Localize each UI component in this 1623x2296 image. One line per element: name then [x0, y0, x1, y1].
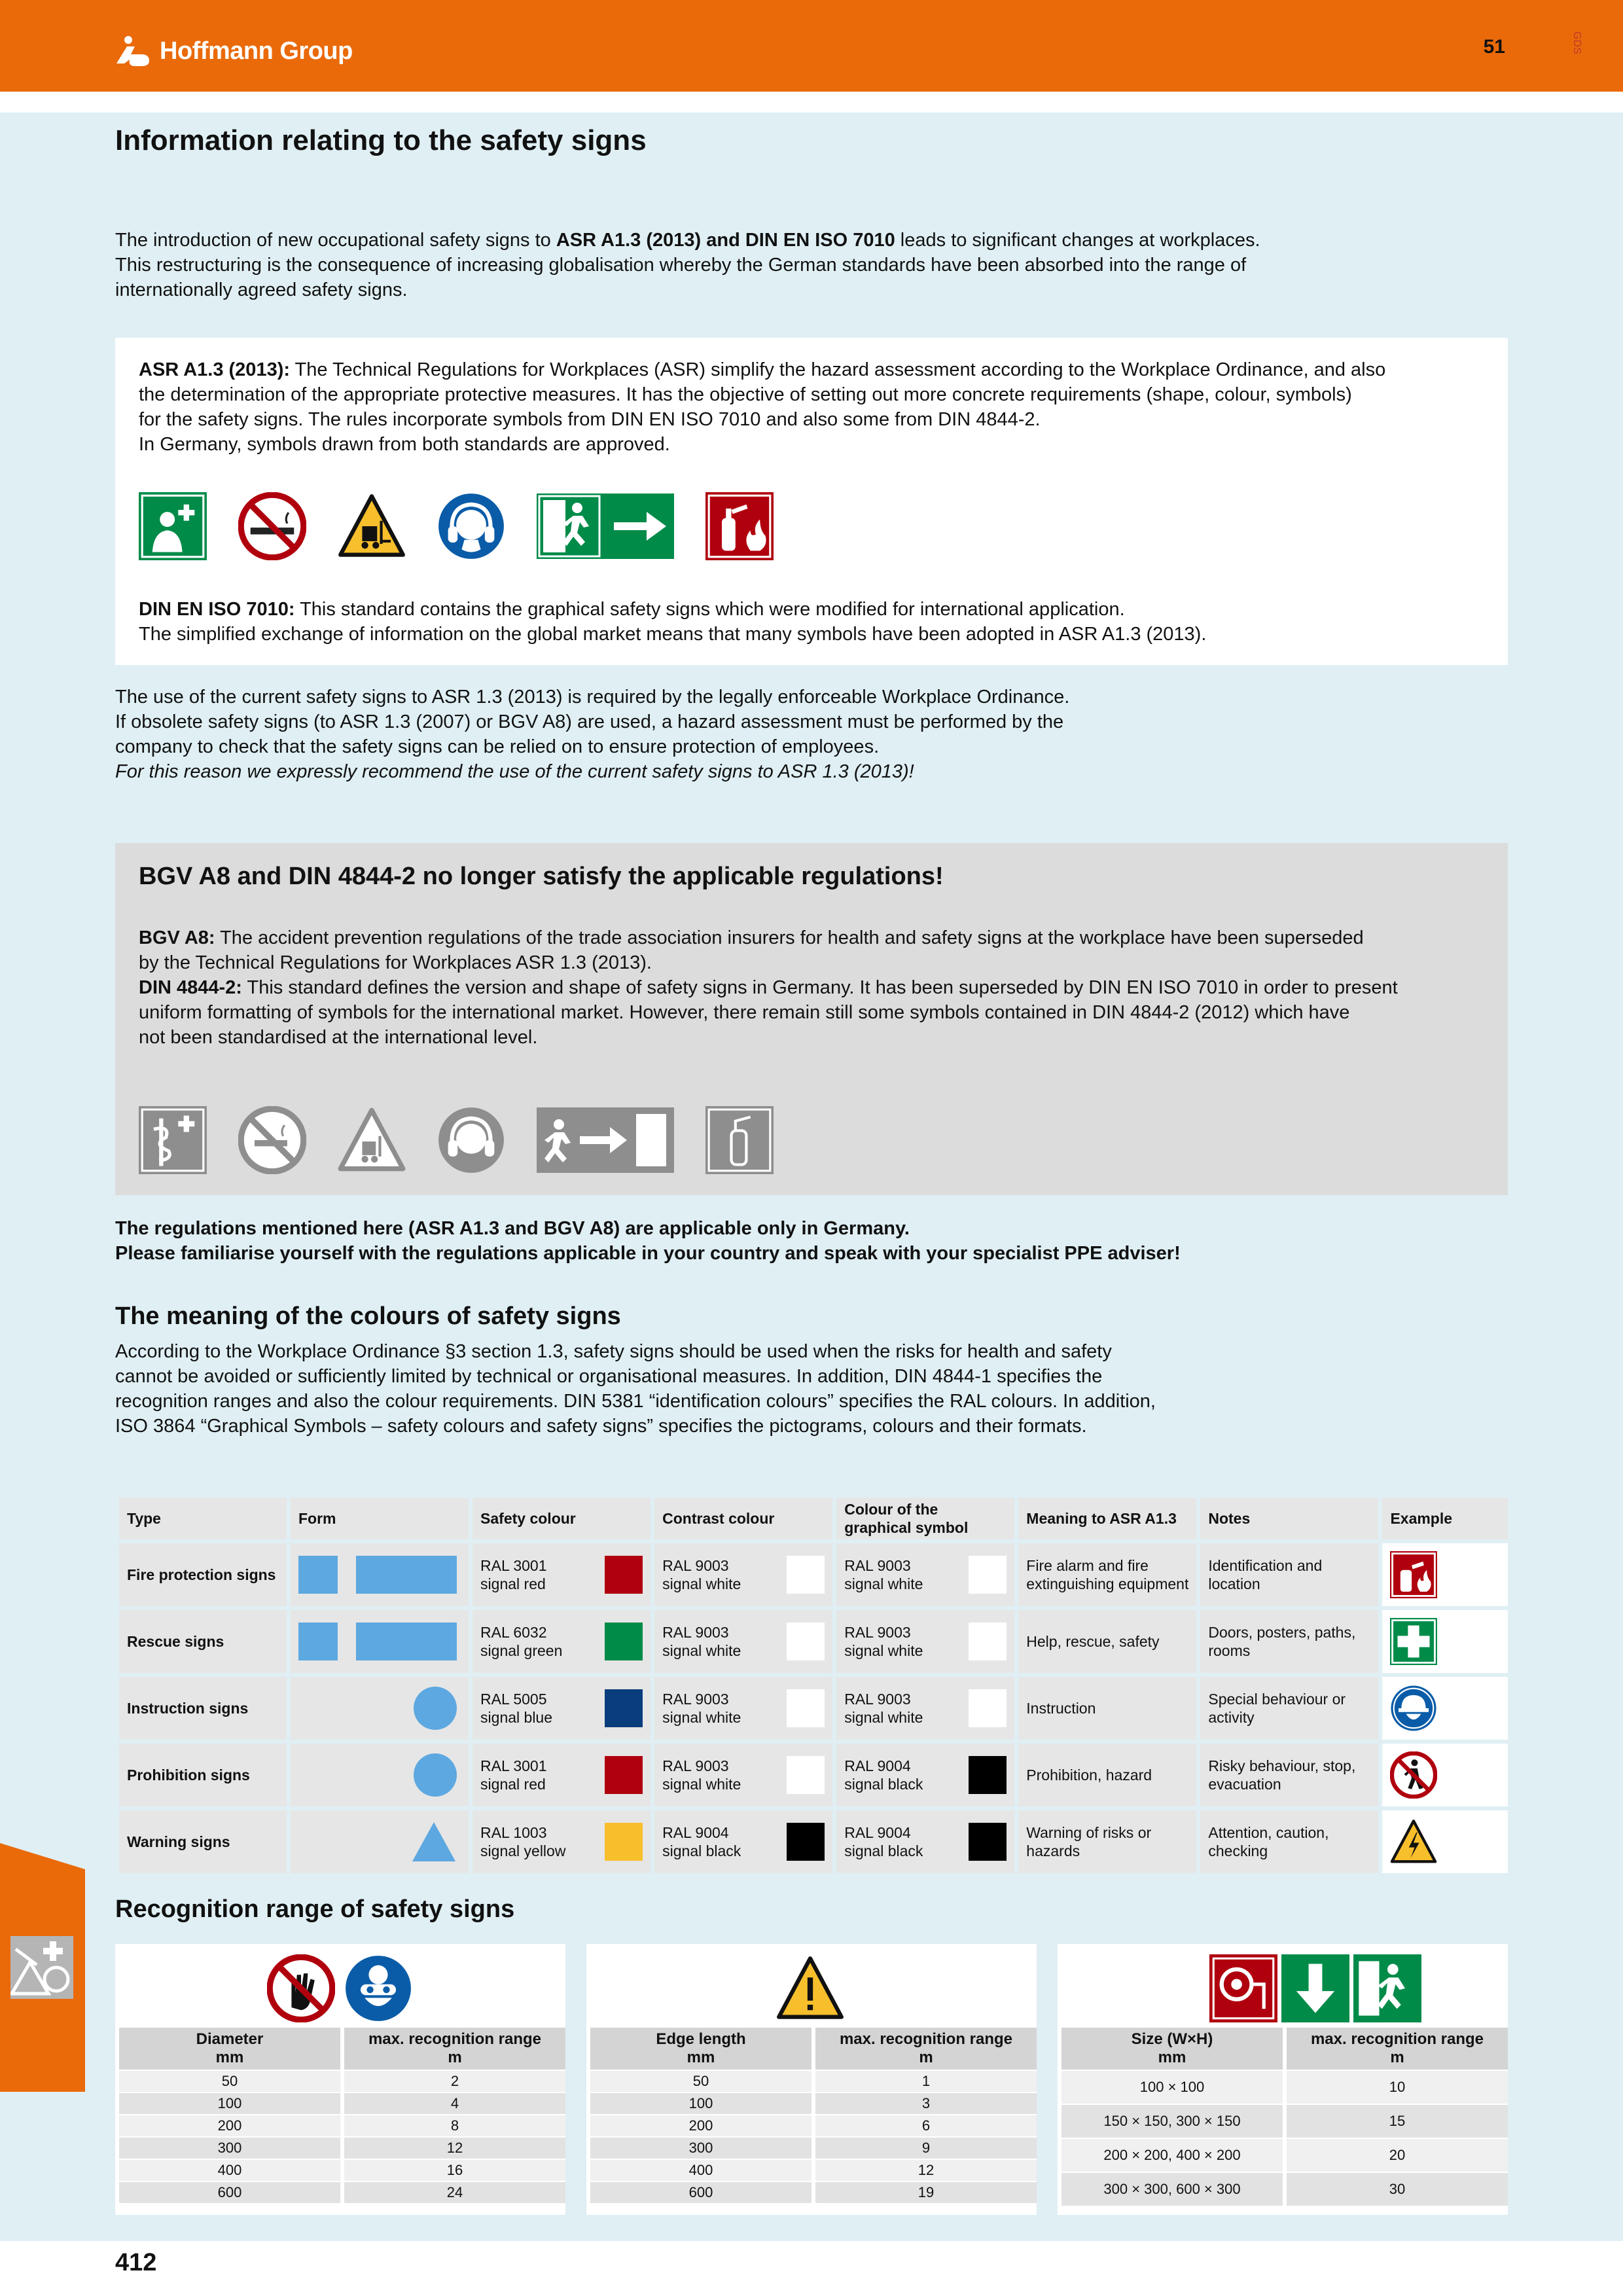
row-symbol-colour — [836, 1810, 1014, 1873]
table-row — [590, 2160, 1037, 2181]
usage-text: company to check that the safety signs can be relied on to ensure protection of employees. — [115, 736, 880, 757]
size-cell: 50 — [590, 2071, 812, 2092]
colour-label — [662, 1623, 741, 1660]
header-text: Size (W×H) — [1131, 2030, 1213, 2048]
din4844-text: This standard defines the version and shape of safety signs in Germany. It has been superseded by DIN EN ISO 7010 in order to present — [241, 977, 1398, 998]
colour-swatch — [969, 1823, 1007, 1861]
row-symbol-colour — [836, 1744, 1014, 1806]
ral-code: RAL 9003 — [844, 1624, 911, 1641]
header-text: max. recognition range — [1310, 2030, 1484, 2048]
intro-standards: ASR A1.3 (2013) and DIN EN ISO 7010 — [556, 230, 895, 251]
range-cell: 9 — [815, 2138, 1037, 2159]
intro-text: The introduction of new occupational safety signs to — [115, 230, 556, 251]
header-unit: m — [448, 2049, 462, 2066]
row-safety-colour — [473, 1543, 651, 1606]
table-row — [119, 2093, 565, 2114]
fire-hose-sign-icon — [1209, 1954, 1277, 2022]
current-signs-row — [139, 492, 774, 560]
colour-label — [480, 1690, 552, 1727]
colour-cell — [844, 1756, 1007, 1794]
colours-paragraph — [115, 1339, 1489, 1439]
circle-col-diameter — [119, 2028, 340, 2070]
range-cell: 1 — [815, 2071, 1037, 2092]
side-code: GDS — [1571, 31, 1582, 54]
circle-sign-icons — [267, 1954, 412, 2022]
din-label: DIN EN ISO 7010: — [139, 599, 295, 620]
intro-paragraph — [115, 228, 1489, 302]
din4844-text: uniform formatting of symbols for the international market. However, there remain still some symbols contained in DIN 4844-2 (2012) which have — [139, 1002, 1350, 1023]
intro-text: This restructuring is the consequence of increasing globalisation whereby the German standards have been absorbed into the range of — [115, 255, 1247, 276]
colour-table — [115, 1494, 1512, 1877]
colour-cell — [844, 1556, 1007, 1594]
header-text: max. recognition range — [839, 2030, 1013, 2048]
ral-code: RAL 9004 — [844, 1824, 911, 1841]
colour-table-row — [119, 1610, 1508, 1673]
ear-protection-sign-icon — [437, 492, 505, 560]
obsolete-ear-protection-sign-icon — [437, 1106, 505, 1174]
row-example — [1382, 1543, 1508, 1606]
hoffmann-logo-icon — [115, 35, 152, 67]
colour-table-row — [119, 1677, 1508, 1740]
form-rectangle — [356, 1556, 457, 1594]
exit-sign-icon — [1353, 1954, 1421, 2022]
row-form — [291, 1677, 469, 1740]
size-cell: 150 × 150, 300 × 150 — [1061, 2105, 1283, 2138]
row-contrast-colour — [654, 1744, 832, 1806]
triangle-sign-icons — [776, 1954, 844, 2022]
range-cell: 30 — [1287, 2173, 1508, 2206]
size-cell: 300 — [119, 2138, 340, 2159]
form-triangle-wrap — [298, 1821, 461, 1863]
obsolete-medical-sign-icon — [139, 1106, 207, 1174]
table-row — [590, 2138, 1037, 2159]
notice-text: Please familiarise yourself with the regulations applicable in your country and speak with your specialist PPE adviser! — [115, 1243, 1181, 1264]
ral-code: RAL 9004 — [662, 1824, 729, 1841]
colour-table-row — [119, 1744, 1508, 1806]
row-contrast-colour — [654, 1610, 832, 1673]
triangle-col-edge — [590, 2028, 812, 2070]
no-touching-sign-icon — [267, 1954, 335, 2022]
ral-name: signal red — [480, 1575, 546, 1592]
col-header: Meaning to ASR A1.3 — [1018, 1498, 1196, 1539]
colour-swatch — [605, 1823, 643, 1861]
page-number-bottom: 412 — [115, 2249, 157, 2276]
size-cell: 200 — [119, 2115, 340, 2136]
size-cell: 400 — [590, 2160, 812, 2181]
ral-code: RAL 9003 — [844, 1557, 911, 1574]
asr-text: In Germany, symbols drawn from both standards are approved. — [139, 434, 670, 455]
eye-protection-sign-icon — [344, 1954, 412, 2022]
usage-text: The use of the current safety signs to ASR 1.3 (2013) is required by the legally enforceable Workplace Ordinance. — [115, 687, 1070, 708]
germany-notice — [115, 1216, 1489, 1266]
ral-name: signal black — [662, 1842, 741, 1859]
form-square — [298, 1623, 338, 1660]
ral-name: signal white — [662, 1709, 741, 1726]
electric-warning-sign-icon — [1390, 1818, 1437, 1865]
colours-text: recognition ranges and also the colour requirements. DIN 5381 “identification colours” specifies the RAL colours. In addition, — [115, 1391, 1156, 1412]
table-row — [1061, 2173, 1508, 2206]
bgv-text: The accident prevention regulations of the trade association insurers for health and safety signs at the workplace have been superseded — [215, 927, 1364, 948]
ral-name: signal green — [480, 1642, 563, 1659]
colour-swatch — [605, 1556, 643, 1594]
row-form — [291, 1744, 469, 1806]
ral-code: RAL 3001 — [480, 1757, 547, 1774]
usage-paragraph — [115, 685, 1489, 784]
row-notes: Doors, posters, paths, rooms — [1200, 1610, 1378, 1673]
row-notes: Attention, caution, checking — [1200, 1810, 1378, 1873]
asr-text: for the safety signs. The rules incorporate symbols from DIN EN ISO 7010 and also some from DIN 4844-2. — [139, 409, 1041, 430]
rect-sign-icons — [1209, 1954, 1421, 2022]
triangle-col-range — [815, 2028, 1037, 2070]
forklift-warning-sign-icon — [338, 492, 406, 560]
colour-swatch — [969, 1756, 1007, 1794]
row-meaning: Instruction — [1018, 1677, 1196, 1740]
ral-code: RAL 9004 — [844, 1757, 911, 1774]
row-meaning: Help, rescue, safety — [1018, 1610, 1196, 1673]
table-row — [119, 2182, 565, 2203]
ral-code: RAL 9003 — [662, 1691, 729, 1708]
row-example — [1382, 1677, 1508, 1740]
col-header: Type — [119, 1498, 287, 1539]
asr-label: ASR A1.3 (2013): — [139, 359, 291, 380]
row-safety-colour — [473, 1810, 651, 1873]
asr-paragraph — [139, 357, 1487, 457]
colour-swatch — [605, 1623, 643, 1660]
colour-cell — [662, 1756, 825, 1794]
din-paragraph — [139, 597, 1487, 647]
colour-cell — [844, 1623, 1007, 1660]
size-cell: 100 — [119, 2093, 340, 2114]
ral-name: signal red — [480, 1776, 546, 1793]
colour-cell — [662, 1689, 825, 1727]
col-header: Form — [291, 1498, 469, 1539]
page-number-top: 51 — [1483, 36, 1505, 58]
table-row — [590, 2093, 1037, 2114]
form-circle-wrap — [298, 1687, 461, 1730]
table-row — [119, 2138, 565, 2159]
range-cell: 10 — [1287, 2071, 1508, 2104]
ral-code: RAL 3001 — [480, 1557, 547, 1574]
colour-cell — [480, 1623, 643, 1660]
range-cell: 20 — [1287, 2139, 1508, 2172]
obsolete-extinguisher-sign-icon — [705, 1106, 774, 1174]
table-row — [590, 2115, 1037, 2136]
table-row — [590, 2071, 1037, 2092]
row-contrast-colour — [654, 1543, 832, 1606]
colour-swatch — [605, 1689, 643, 1727]
range-cell: 6 — [815, 2115, 1037, 2136]
colour-label — [662, 1823, 741, 1860]
row-example — [1382, 1810, 1508, 1873]
ral-name: signal white — [844, 1709, 923, 1726]
col-header: Colour of the graphical symbol — [836, 1498, 1014, 1539]
range-cell: 19 — [815, 2182, 1037, 2203]
colour-cell — [480, 1689, 643, 1727]
row-contrast-colour — [654, 1810, 832, 1873]
safety-signs-category-icon — [10, 1936, 73, 1999]
colour-label — [480, 1823, 565, 1860]
fire-extinguisher-sign-icon — [1390, 1551, 1437, 1598]
range-cell: 4 — [344, 2093, 565, 2114]
ral-code: RAL 1003 — [480, 1824, 547, 1841]
range-cell: 16 — [344, 2160, 565, 2181]
colour-cell — [844, 1689, 1007, 1727]
colour-label — [844, 1690, 923, 1727]
bgv-heading: BGV A8 and DIN 4844-2 no longer satisfy the applicable regulations! — [139, 863, 944, 890]
colour-label — [844, 1823, 923, 1860]
header-unit: mm — [1158, 2049, 1186, 2066]
arrow-down-sign-icon — [1281, 1954, 1349, 2022]
obsolete-forklift-sign-icon — [338, 1106, 406, 1174]
colour-label — [662, 1757, 741, 1793]
colours-text: According to the Workplace Ordinance §3 section 1.3, safety signs should be used when the risks for health and safety — [115, 1341, 1112, 1362]
row-contrast-colour — [654, 1677, 832, 1740]
col-header: Safety colour — [473, 1498, 651, 1539]
table-row — [1061, 2139, 1508, 2172]
form-triangle — [411, 1821, 457, 1863]
din-text: The simplified exchange of information on the global market means that many symbols have been adopted in ASR A1.3 (2013). — [139, 624, 1207, 645]
emergency-exit-sign-icon — [537, 492, 674, 560]
ral-name: signal white — [662, 1642, 741, 1659]
bgv-text: by the Technical Regulations for Workplaces ASR 1.3 (2013). — [139, 952, 652, 973]
colour-cell — [662, 1623, 825, 1660]
colour-swatch — [969, 1623, 1007, 1660]
ral-name: signal white — [844, 1642, 923, 1659]
brand-logo — [115, 31, 353, 71]
colour-label — [480, 1757, 546, 1793]
col-header: Contrast colour — [654, 1498, 832, 1539]
colour-label — [844, 1556, 923, 1593]
colour-label — [844, 1757, 923, 1793]
colour-swatch — [969, 1689, 1007, 1727]
asr-text: The Technical Regulations for Workplaces (ASR) simplify the hazard assessment according to the Workplace Ordinance, and also — [290, 359, 1386, 380]
no-pedestrians-sign-icon — [1390, 1751, 1437, 1799]
table-row — [1061, 2071, 1508, 2104]
ral-name: signal blue — [480, 1709, 553, 1726]
row-form — [291, 1810, 469, 1873]
colour-cell — [662, 1823, 825, 1861]
ral-code: RAL 9003 — [844, 1691, 911, 1708]
colour-cell — [662, 1556, 825, 1594]
colour-swatch — [605, 1756, 643, 1794]
colours-text: ISO 3864 “Graphical Symbols – safety colours and safety signs” specifies the pictograms, colours and their formats. — [115, 1416, 1087, 1437]
colour-table-row — [119, 1543, 1508, 1606]
ral-name: signal black — [844, 1842, 923, 1859]
ral-name: signal white — [662, 1575, 741, 1592]
header-text: Diameter — [196, 2030, 264, 2048]
form-circle — [414, 1687, 457, 1730]
page-title: Information relating to the safety signs — [115, 124, 647, 156]
row-meaning: Prohibition, hazard — [1018, 1744, 1196, 1806]
size-cell: 600 — [590, 2182, 812, 2203]
colour-swatch — [787, 1756, 825, 1794]
usage-recommendation: For this reason we expressly recommend the use of the current safety signs to ASR 1.3 (2013)! — [115, 761, 914, 782]
row-meaning: Fire alarm and fire extinguishing equipment — [1018, 1543, 1196, 1606]
row-form — [291, 1610, 469, 1673]
row-notes: Risky behaviour, stop, evacuation — [1200, 1744, 1378, 1806]
row-notes: Special behaviour or activity — [1200, 1677, 1378, 1740]
ral-code: RAL 9003 — [662, 1624, 729, 1641]
row-meaning: Warning of risks or hazards — [1018, 1810, 1196, 1873]
table-row — [1061, 2105, 1508, 2138]
ral-code: RAL 9003 — [662, 1757, 729, 1774]
col-header: Example — [1382, 1498, 1508, 1539]
header-text: Edge length — [656, 2030, 746, 2048]
colour-cell — [480, 1556, 643, 1594]
ral-code: RAL 5005 — [480, 1691, 547, 1708]
row-type: Instruction signs — [119, 1677, 287, 1740]
form-rectangle — [356, 1623, 457, 1660]
form-rectangles — [298, 1556, 461, 1594]
colours-heading: The meaning of the colours of safety signs — [115, 1302, 621, 1330]
usage-text: If obsolete safety signs (to ASR 1.3 (2007) or BGV A8) are used, a hazard assessment must be performed by the — [115, 711, 1064, 732]
row-safety-colour — [473, 1744, 651, 1806]
circle-recognition-table — [115, 2026, 569, 2204]
ral-code: RAL 9003 — [662, 1557, 729, 1574]
form-rectangles — [298, 1623, 461, 1660]
colours-text: cannot be avoided or sufficiently limited by technical or organisational measures. In addition, DIN 4844-1 specifies the — [115, 1366, 1103, 1387]
size-cell: 50 — [119, 2071, 340, 2092]
brand-name: Hoffmann Group — [160, 37, 353, 65]
obsolete-signs-row — [139, 1106, 774, 1174]
colour-table-row — [119, 1810, 1508, 1873]
triangle-recognition-table — [586, 2026, 1041, 2204]
range-cell: 24 — [344, 2182, 565, 2203]
table-row — [119, 2071, 565, 2092]
colour-label — [662, 1690, 741, 1727]
range-cell: 3 — [815, 2093, 1037, 2114]
din4844-label: DIN 4844-2: — [139, 977, 242, 998]
rect-col-range — [1287, 2028, 1508, 2070]
no-smoking-sign-icon — [238, 492, 306, 560]
fire-extinguisher-sign-icon — [705, 492, 774, 560]
colour-cell — [844, 1823, 1007, 1861]
din-text: This standard contains the graphical safety signs which were modified for international application. — [294, 599, 1125, 620]
colour-label — [844, 1623, 923, 1660]
range-cell: 8 — [344, 2115, 565, 2136]
rect-recognition-table — [1058, 2026, 1512, 2207]
general-warning-sign-icon — [776, 1954, 844, 2022]
range-cell: 12 — [344, 2138, 565, 2159]
form-circle-wrap — [298, 1753, 461, 1797]
table-row — [119, 2115, 565, 2136]
ral-code: RAL 6032 — [480, 1624, 547, 1641]
table-row — [119, 2160, 565, 2181]
size-cell: 600 — [119, 2182, 340, 2203]
bgv-label: BGV A8: — [139, 927, 215, 948]
colour-table-header — [119, 1498, 1508, 1539]
colour-label — [480, 1556, 546, 1593]
header-unit: m — [1390, 2049, 1404, 2066]
din4844-text: not been standardised at the international level. — [139, 1027, 538, 1048]
table-row — [590, 2182, 1037, 2203]
size-cell: 100 × 100 — [1061, 2071, 1283, 2104]
ral-name: signal white — [662, 1776, 741, 1793]
row-type: Rescue signs — [119, 1610, 287, 1673]
colour-label — [662, 1556, 741, 1593]
intro-text: leads to significant changes at workplaces. — [895, 230, 1260, 251]
size-cell: 200 — [590, 2115, 812, 2136]
row-symbol-colour — [836, 1610, 1014, 1673]
colour-cell — [480, 1756, 643, 1794]
row-type: Fire protection signs — [119, 1543, 287, 1606]
recognition-heading: Recognition range of safety signs — [115, 1895, 515, 1923]
row-example — [1382, 1610, 1508, 1673]
row-form — [291, 1543, 469, 1606]
col-header: Notes — [1200, 1498, 1378, 1539]
header-unit: mm — [215, 2049, 244, 2066]
first-aid-sign-icon — [1390, 1618, 1437, 1665]
size-cell: 400 — [119, 2160, 340, 2181]
header-unit: mm — [687, 2049, 715, 2066]
ral-name: signal yellow — [480, 1842, 566, 1859]
circle-col-range — [344, 2028, 565, 2070]
row-notes: Identification and location — [1200, 1543, 1378, 1606]
bgv-paragraph — [139, 925, 1493, 1050]
asr-text: the determination of the appropriate protective measures. It has the objective of setting out more concrete requirements (shape, colour, symbols) — [139, 384, 1352, 405]
first-aid-doctor-sign-icon — [139, 492, 207, 560]
row-example — [1382, 1744, 1508, 1806]
ral-name: signal white — [844, 1575, 923, 1592]
colour-swatch — [787, 1623, 825, 1660]
row-type: Warning signs — [119, 1810, 287, 1873]
range-cell: 12 — [815, 2160, 1037, 2181]
ral-name: signal black — [844, 1776, 923, 1793]
row-symbol-colour — [836, 1677, 1014, 1740]
range-cell: 2 — [344, 2071, 565, 2092]
rect-col-size — [1061, 2028, 1283, 2070]
size-cell: 300 × 300, 600 × 300 — [1061, 2173, 1283, 2206]
size-cell: 200 × 200, 400 × 200 — [1061, 2139, 1283, 2172]
colour-cell — [480, 1823, 643, 1861]
size-cell: 300 — [590, 2138, 812, 2159]
row-type: Prohibition signs — [119, 1744, 287, 1806]
header-unit: m — [919, 2049, 933, 2066]
head-protection-sign-icon — [1390, 1685, 1437, 1732]
row-safety-colour — [473, 1677, 651, 1740]
colour-swatch — [787, 1689, 825, 1727]
row-safety-colour — [473, 1610, 651, 1673]
form-square — [298, 1556, 338, 1594]
row-symbol-colour — [836, 1543, 1014, 1606]
intro-text: internationally agreed safety signs. — [115, 279, 408, 300]
colour-swatch — [787, 1556, 825, 1594]
range-cell: 15 — [1287, 2105, 1508, 2138]
notice-text: The regulations mentioned here (ASR A1.3 and BGV A8) are applicable only in Germany. — [115, 1218, 910, 1239]
colour-swatch — [969, 1556, 1007, 1594]
obsolete-exit-sign-icon — [537, 1106, 674, 1174]
form-circle — [414, 1753, 457, 1797]
size-cell: 100 — [590, 2093, 812, 2114]
colour-swatch — [787, 1823, 825, 1861]
header-text: max. recognition range — [368, 2030, 542, 2048]
obsolete-no-smoking-sign-icon — [238, 1106, 306, 1174]
colour-label — [480, 1623, 562, 1660]
